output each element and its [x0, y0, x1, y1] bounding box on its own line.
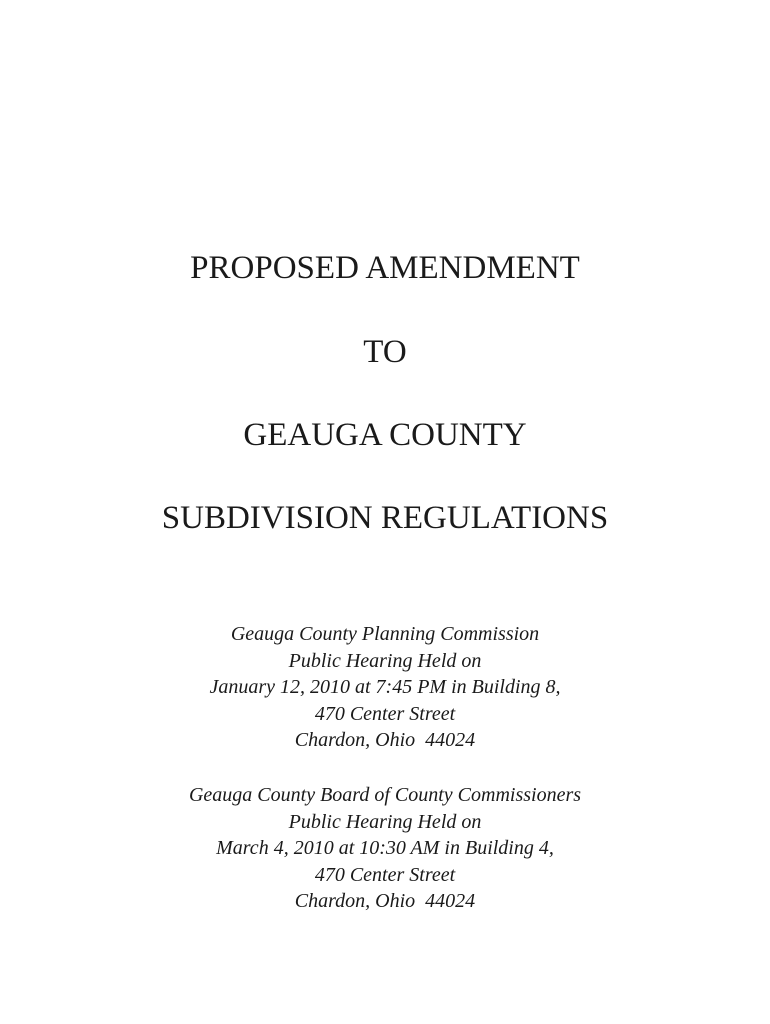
hearing-date-location: January 12, 2010 at 7:45 PM in Building 8,	[209, 676, 561, 698]
hearing-date-location: March 4, 2010 at 10:30 AM in Building 4,	[216, 837, 554, 859]
hearing-street: 470 Center Street	[314, 702, 456, 725]
commissioners-hearing-block	[0, 782, 770, 915]
hearing-city: Chardon, Ohio 44024	[294, 890, 476, 912]
planning-commission-hearing-block	[0, 621, 770, 754]
hearing-held-label: Public Hearing Held on	[288, 649, 482, 672]
title-line-subdivision-regulations: SUBDIVISION REGULATIONS	[161, 500, 609, 536]
title-line-to: TO	[363, 334, 407, 370]
title-line-proposed-amendment: PROPOSED AMENDMENT	[190, 250, 580, 286]
hearing-body: Geauga County Board of County Commissioners	[188, 784, 582, 806]
hearing-held-label: Public Hearing Held on	[288, 810, 482, 833]
hearing-street: 470 Center Street	[314, 863, 456, 886]
title-line-geauga-county: GEAUGA COUNTY	[243, 417, 527, 453]
hearing-body: Geauga County Planning Commission	[230, 623, 540, 645]
hearing-city: Chardon, Ohio 44024	[294, 729, 476, 751]
